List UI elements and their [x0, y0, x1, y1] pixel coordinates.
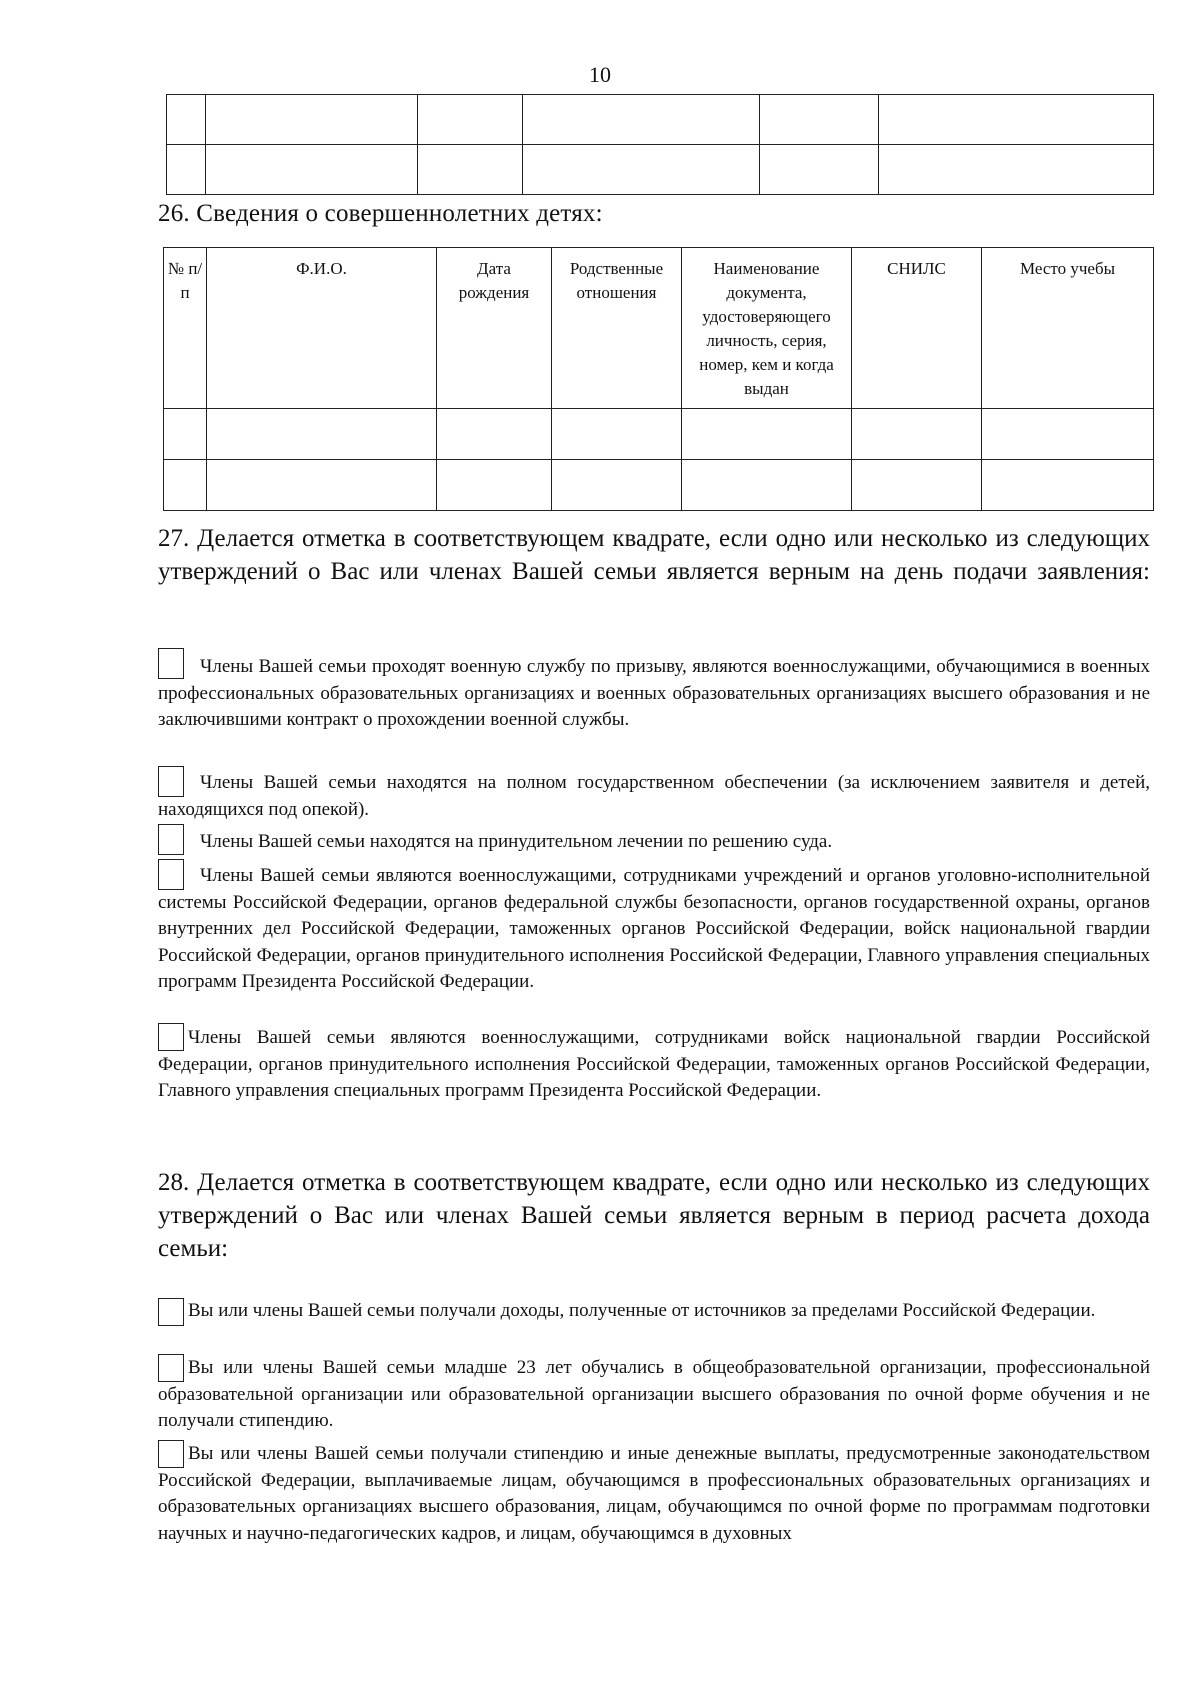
table-cell[interactable]: [523, 95, 760, 145]
column-header-birth-date: Дата рождения: [437, 248, 552, 409]
option-compulsory-treatment: Члены Вашей семьи находятся на принудительном лечении по решению суда.: [200, 831, 833, 852]
table-cell[interactable]: [206, 145, 418, 195]
table-cell[interactable]: [207, 460, 437, 511]
table-header-row: [164, 248, 1154, 409]
table-cell[interactable]: [167, 145, 206, 195]
table-cell[interactable]: [760, 95, 879, 145]
table-cell[interactable]: [879, 145, 1154, 195]
table-cell[interactable]: [852, 460, 982, 511]
table-cell[interactable]: [682, 409, 852, 460]
column-header-id-document: Наименование документа, удостоверяющего личность, серия, номер, кем и когда выдан: [682, 248, 852, 409]
table-cell[interactable]: [437, 460, 552, 511]
option-studied-without-stipend: Вы или члены Вашей семьи младше 23 лет обучались в общеобразовательной организации, профессиональной образовательной организации или образовательной организации высшего образования по очной форме обучения и не получали стипендию.: [158, 1357, 1150, 1431]
table-cell[interactable]: [982, 460, 1154, 511]
section-28-heading: 28. Делается отметка в соответствующем квадрате, если одно или несколько из следующих утверждений о Вас или членах Вашей семьи является верным в период расчета дохода семьи:: [158, 1169, 1150, 1262]
column-header-full-name: Ф.И.О.: [207, 248, 437, 409]
option-military-service: Члены Вашей семьи проходят военную службу по призыву, являются военнослужащими, обучающимися в военных профессиональных образовательных организациях и военных образовательных организациях высшего образования и не заключившими контракт о прохождении военной службы.: [158, 656, 1150, 730]
table-cell[interactable]: [437, 409, 552, 460]
column-header-place-of-study: Место учебы: [982, 248, 1154, 409]
table-cell[interactable]: [982, 409, 1154, 460]
option-stipend-received: Вы или члены Вашей семьи получали стипендию и иные денежные выплаты, предусмотренные законодательством Российской Федерации, выплачиваемые лицам, обучающимся в профессиональных образовательных организациях и образовательных организациях высшего образования, лицам, обучающимся по очной форме по программам подготовки научных и научно-педагогических кадров, и лицам, обучающимся в духовных: [158, 1443, 1150, 1544]
table-row: [164, 409, 1154, 460]
column-header-number: № п/п: [164, 248, 207, 409]
table-cell[interactable]: [552, 409, 682, 460]
table-cell[interactable]: [207, 409, 437, 460]
table-cell[interactable]: [879, 95, 1154, 145]
option-security-agencies: Члены Вашей семьи являются военнослужащими, сотрудниками учреждений и органов уголовно-исполнительной системы Российской Федерации, органов федеральной службы безопасности, органов государственной охраны, органов внутренних дел Российской Федерации, таможенных органов Российской Федерации, войск национальной гвардии Российской Федерации, органов принудительного исполнения Российской Федерации, Главного управления специальных программ Президента Российской Федерации.: [158, 865, 1150, 992]
table-cell[interactable]: [552, 460, 682, 511]
option-national-guard: Члены Вашей семьи являются военнослужащими, сотрудниками войск национальной гвардии Российской Федерации, органов принудительного исполнения Российской Федерации, таможенных органов Российской Федерации, Главного управления специальных программ Президента Российской Федерации.: [158, 1027, 1150, 1101]
previous-table-continuation: [166, 94, 1154, 195]
table-cell[interactable]: [418, 95, 523, 145]
table-cell[interactable]: [523, 145, 760, 195]
table-cell[interactable]: [852, 409, 982, 460]
column-header-snils: СНИЛС: [852, 248, 982, 409]
table-cell[interactable]: [164, 409, 207, 460]
option-foreign-income: Вы или члены Вашей семьи получали доходы, полученные от источников за пределами Российской Федерации.: [188, 1300, 1096, 1321]
option-state-support: Члены Вашей семьи находятся на полном государственном обеспечении (за исключением заявителя и детей, находящихся под опекой).: [158, 772, 1150, 820]
table-cell[interactable]: [167, 95, 206, 145]
page-number: 10: [589, 62, 611, 87]
table-cell[interactable]: [418, 145, 523, 195]
table-row: [167, 145, 1154, 195]
table-cell[interactable]: [206, 95, 418, 145]
table-cell[interactable]: [760, 145, 879, 195]
table-row: [164, 460, 1154, 511]
column-header-relationship: Родственные отношения: [552, 248, 682, 409]
table-row: [167, 95, 1154, 145]
section-26-heading: 26. Сведения о совершеннолетних детях:: [158, 200, 603, 227]
section-27-heading: 27. Делается отметка в соответствующем квадрате, если одно или несколько из следующих утверждений о Вас или членах Вашей семьи является верным на день подачи заявления:: [158, 525, 1150, 585]
table-cell[interactable]: [164, 460, 207, 511]
adult-children-table: [163, 247, 1154, 511]
table-cell[interactable]: [682, 460, 852, 511]
